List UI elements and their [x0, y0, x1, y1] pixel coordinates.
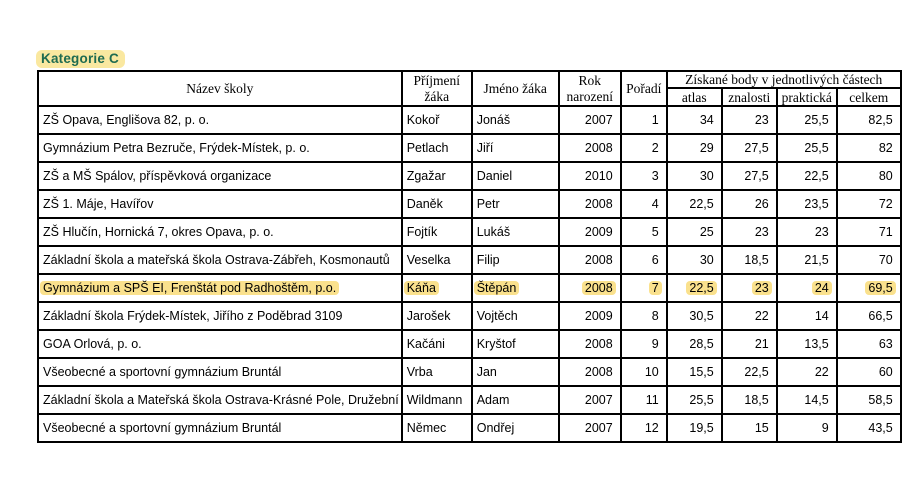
cell-atlas: 25,5 [667, 386, 722, 414]
cell-celkem: 58,5 [837, 386, 901, 414]
cell-first-name: Jonáš [472, 106, 559, 134]
cell-birth-year: 2007 [559, 386, 621, 414]
table-row [38, 190, 901, 218]
cell-znalosti: 15 [722, 414, 777, 442]
cell-first-name: Petr [472, 190, 559, 218]
cell-school: ZŠ 1. Máje, Havířov [38, 190, 402, 218]
cell-first-name: Lukáš [472, 218, 559, 246]
table-row [38, 134, 901, 162]
cell-rank: 2 [621, 134, 667, 162]
cell-celkem: 66,5 [837, 302, 901, 330]
cell-school: ZŠ a MŠ Spálov, příspěvková organizace [38, 162, 402, 190]
cell-surname: Káňa [402, 274, 472, 302]
cell-celkem: 60 [837, 358, 901, 386]
cell-rank: 1 [621, 106, 667, 134]
cell-surname: Petlach [402, 134, 472, 162]
cell-birth-year: 2008 [559, 274, 621, 302]
cell-znalosti: 23 [722, 106, 777, 134]
cell-birth-year: 2008 [559, 246, 621, 274]
cell-celkem: 70 [837, 246, 901, 274]
cell-znalosti: 18,5 [722, 386, 777, 414]
cell-school: GOA Orlová, p. o. [38, 330, 402, 358]
cell-celkem: 80 [837, 162, 901, 190]
table-row [38, 414, 901, 442]
cell-celkem: 82,5 [837, 106, 901, 134]
table-header [38, 71, 901, 106]
cell-prakticka: 21,5 [777, 246, 837, 274]
cell-birth-year: 2007 [559, 414, 621, 442]
cell-znalosti: 27,5 [722, 134, 777, 162]
cell-surname: Němec [402, 414, 472, 442]
cell-school: Základní škola a Mateřská škola Ostrava-Krásné Pole, Družební [38, 386, 402, 414]
cell-first-name: Ondřej [472, 414, 559, 442]
cell-atlas: 28,5 [667, 330, 722, 358]
table-row [38, 386, 901, 414]
cell-first-name: Jan [472, 358, 559, 386]
col-header-znalosti: znalosti [722, 88, 777, 106]
cell-rank: 10 [621, 358, 667, 386]
cell-school: Základní škola Frýdek-Místek, Jiřího z Poděbrad 3109 [38, 302, 402, 330]
cell-rank: 4 [621, 190, 667, 218]
cell-celkem: 69,5 [837, 274, 901, 302]
col-header-surname: Příjmení žáka [402, 71, 472, 106]
cell-prakticka: 14 [777, 302, 837, 330]
cell-celkem: 72 [837, 190, 901, 218]
table-row [38, 246, 901, 274]
cell-surname: Jarošek [402, 302, 472, 330]
cell-first-name: Vojtěch [472, 302, 559, 330]
cell-birth-year: 2008 [559, 358, 621, 386]
cell-surname: Veselka [402, 246, 472, 274]
cell-birth-year: 2007 [559, 106, 621, 134]
cell-celkem: 63 [837, 330, 901, 358]
cell-prakticka: 22,5 [777, 162, 837, 190]
table-row-highlighted [38, 274, 901, 302]
cell-prakticka: 25,5 [777, 106, 837, 134]
cell-prakticka: 13,5 [777, 330, 837, 358]
cell-birth-year: 2008 [559, 134, 621, 162]
cell-school: Všeobecné a sportovní gymnázium Bruntál [38, 414, 402, 442]
cell-prakticka: 9 [777, 414, 837, 442]
cell-atlas: 15,5 [667, 358, 722, 386]
cell-surname: Kačáni [402, 330, 472, 358]
cell-znalosti: 23 [722, 274, 777, 302]
col-header-birth-year: Rok narození [559, 71, 621, 106]
cell-birth-year: 2009 [559, 218, 621, 246]
cell-school: Všeobecné a sportovní gymnázium Bruntál [38, 358, 402, 386]
cell-school: Gymnázium a SPŠ EI, Frenštát pod Radhoštěm, p.o. [38, 274, 402, 302]
col-header-atlas: atlas [667, 88, 722, 106]
col-header-school: Název školy [38, 71, 402, 106]
cell-school: Gymnázium Petra Bezruče, Frýdek-Místek, p. o. [38, 134, 402, 162]
cell-prakticka: 23 [777, 218, 837, 246]
table-body [38, 106, 901, 442]
cell-surname: Vrba [402, 358, 472, 386]
cell-first-name: Filip [472, 246, 559, 274]
cell-rank: 6 [621, 246, 667, 274]
cell-first-name: Štěpán [472, 274, 559, 302]
table-row [38, 330, 901, 358]
header-row-main [38, 71, 901, 88]
results-table [37, 70, 902, 443]
col-header-first-name: Jméno žáka [472, 71, 559, 106]
cell-rank: 11 [621, 386, 667, 414]
cell-rank: 9 [621, 330, 667, 358]
cell-first-name: Daniel [472, 162, 559, 190]
cell-rank: 12 [621, 414, 667, 442]
cell-znalosti: 22,5 [722, 358, 777, 386]
cell-atlas: 22,5 [667, 190, 722, 218]
cell-prakticka: 25,5 [777, 134, 837, 162]
cell-atlas: 19,5 [667, 414, 722, 442]
cell-atlas: 22,5 [667, 274, 722, 302]
cell-atlas: 25 [667, 218, 722, 246]
cell-birth-year: 2008 [559, 330, 621, 358]
cell-prakticka: 23,5 [777, 190, 837, 218]
category-title-highlight: Kategorie C [36, 50, 125, 68]
cell-celkem: 43,5 [837, 414, 901, 442]
table-row [38, 106, 901, 134]
cell-first-name: Adam [472, 386, 559, 414]
cell-first-name: Jiří [472, 134, 559, 162]
cell-surname: Kokoř [402, 106, 472, 134]
col-header-celkem: celkem [837, 88, 901, 106]
cell-birth-year: 2010 [559, 162, 621, 190]
cell-surname: Wildmann [402, 386, 472, 414]
col-header-prakticka: praktická [777, 88, 837, 106]
cell-birth-year: 2009 [559, 302, 621, 330]
cell-rank: 5 [621, 218, 667, 246]
cell-znalosti: 21 [722, 330, 777, 358]
cell-celkem: 82 [837, 134, 901, 162]
cell-birth-year: 2008 [559, 190, 621, 218]
cell-znalosti: 22 [722, 302, 777, 330]
cell-atlas: 30 [667, 162, 722, 190]
cell-znalosti: 18,5 [722, 246, 777, 274]
cell-surname: Daněk [402, 190, 472, 218]
col-header-points-group: Získané body v jednotlivých částech [667, 71, 901, 88]
table-row [38, 218, 901, 246]
cell-atlas: 29 [667, 134, 722, 162]
cell-rank: 3 [621, 162, 667, 190]
cell-atlas: 30 [667, 246, 722, 274]
cell-prakticka: 14,5 [777, 386, 837, 414]
cell-prakticka: 24 [777, 274, 837, 302]
table-row [38, 302, 901, 330]
cell-school: ZŠ Opava, Englišova 82, p. o. [38, 106, 402, 134]
cell-atlas: 34 [667, 106, 722, 134]
cell-rank: 7 [621, 274, 667, 302]
cell-prakticka: 22 [777, 358, 837, 386]
col-header-rank: Pořadí [621, 71, 667, 106]
table-row [38, 358, 901, 386]
cell-first-name: Kryštof [472, 330, 559, 358]
cell-znalosti: 23 [722, 218, 777, 246]
cell-surname: Zgažar [402, 162, 472, 190]
cell-school: Základní škola a mateřská škola Ostrava-Zábřeh, Kosmonautů [38, 246, 402, 274]
table-row [38, 162, 901, 190]
cell-znalosti: 27,5 [722, 162, 777, 190]
cell-znalosti: 26 [722, 190, 777, 218]
cell-surname: Fojtík [402, 218, 472, 246]
cell-rank: 8 [621, 302, 667, 330]
cell-celkem: 71 [837, 218, 901, 246]
cell-atlas: 30,5 [667, 302, 722, 330]
cell-school: ZŠ Hlučín, Hornická 7, okres Opava, p. o. [38, 218, 402, 246]
category-title [36, 50, 125, 68]
